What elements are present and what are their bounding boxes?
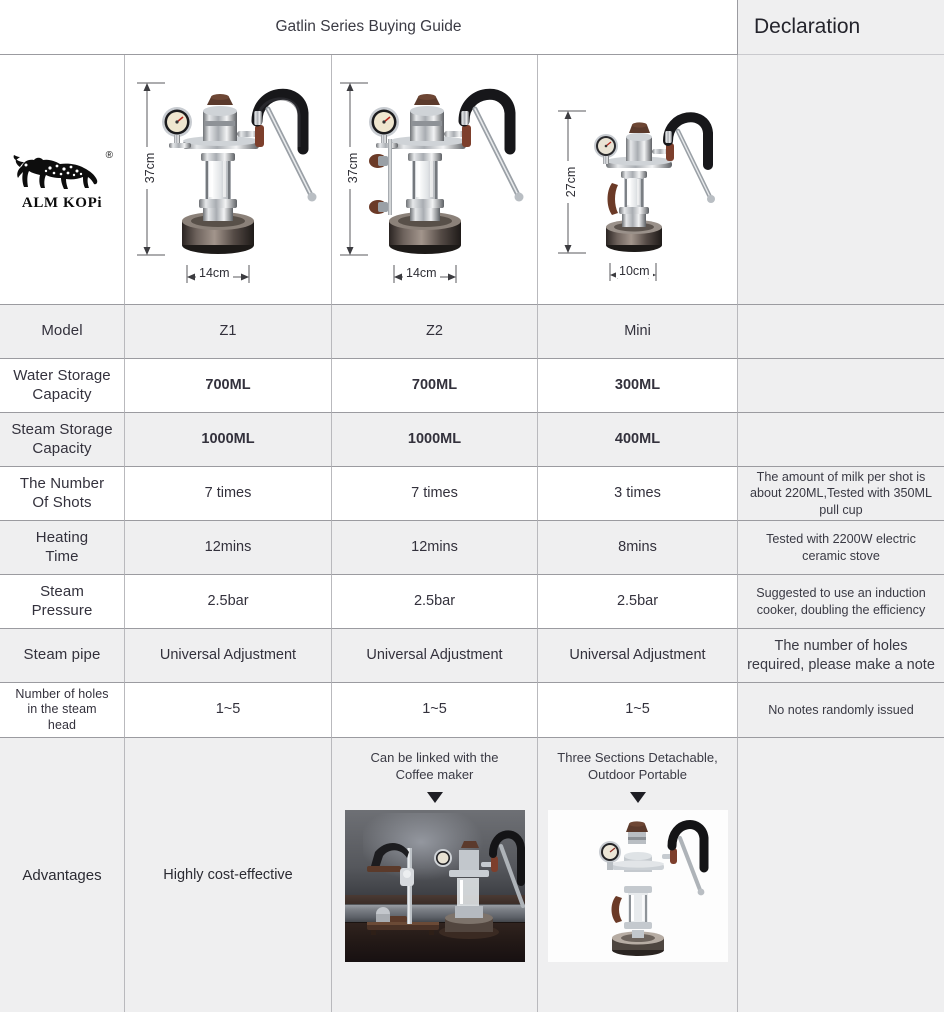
cell-declaration: Tested with 2200W electric ceramic stove — [738, 521, 944, 575]
cell-z1: 2.5bar — [125, 575, 332, 629]
cell-mini: 8mins — [538, 521, 738, 575]
brand-logo-cell — [0, 55, 125, 305]
spec-table — [0, 305, 944, 738]
cell-mini: 300ML — [538, 359, 738, 413]
cell-z2: 12mins — [332, 521, 538, 575]
trademark-symbol: ® — [105, 149, 113, 161]
declaration-image-cell — [738, 55, 944, 305]
table-row — [0, 413, 944, 467]
cell-mini: Mini — [538, 305, 738, 359]
page-title: Gatlin Series Buying Guide — [0, 0, 738, 55]
cell-z1: 12mins — [125, 521, 332, 575]
table-row — [0, 305, 944, 359]
table-row — [0, 629, 944, 683]
declaration-column-title: Declaration — [738, 0, 944, 55]
cell-declaration: The amount of milk per shot is about 220ML,Tested with 350ML pull cup — [738, 467, 944, 521]
dimension-height-mini: 27cm — [562, 161, 580, 203]
row-label: Steam Storage Capacity — [0, 413, 125, 467]
cell-mini: 3 times — [538, 467, 738, 521]
coffee-maker-pairing-photo — [345, 810, 525, 962]
row-label: The Number Of Shots — [0, 467, 125, 521]
cell-mini: 400ML — [538, 413, 738, 467]
brand-name: ALM KOPi — [21, 194, 103, 211]
table-row — [0, 683, 944, 738]
advantages-z1: Highly cost-effective — [125, 738, 332, 1012]
triangle-down-icon — [427, 792, 443, 803]
product-image-z1 — [125, 55, 332, 305]
advantages-declaration — [738, 738, 944, 1012]
row-label: Heating Time — [0, 521, 125, 575]
leopard-logo-icon — [10, 148, 114, 194]
table-row — [0, 467, 944, 521]
advantages-z2 — [332, 738, 538, 1012]
cell-z1: 700ML — [125, 359, 332, 413]
product-image-row — [0, 55, 944, 305]
exploded-three-sections-photo — [548, 810, 728, 962]
cell-declaration — [738, 359, 944, 413]
cell-declaration: The number of holes required, please make a note — [738, 629, 944, 683]
row-label: Steam pipe — [0, 629, 125, 683]
cell-z2: Universal Adjustment — [332, 629, 538, 683]
cell-z2: 2.5bar — [332, 575, 538, 629]
cell-z1: Universal Adjustment — [125, 629, 332, 683]
cell-z1: 7 times — [125, 467, 332, 521]
cell-declaration — [738, 413, 944, 467]
advantages-z2-caption: Can be linked with the Coffee maker — [370, 750, 499, 782]
cell-z2: Z2 — [332, 305, 538, 359]
table-row — [0, 575, 944, 629]
cell-z1: 1000ML — [125, 413, 332, 467]
advantages-row — [0, 738, 944, 1012]
cell-z1: Z1 — [125, 305, 332, 359]
row-label: Number of holes in the steam head — [0, 683, 125, 738]
row-label: Water Storage Capacity — [0, 359, 125, 413]
row-label: Model — [0, 305, 125, 359]
cell-declaration — [738, 305, 944, 359]
cell-declaration: Suggested to use an induction cooker, doubling the efficiency — [738, 575, 944, 629]
cell-z2: 1~5 — [332, 683, 538, 738]
cell-mini: 1~5 — [538, 683, 738, 738]
row-label: Steam Pressure — [0, 575, 125, 629]
cell-mini: Universal Adjustment — [538, 629, 738, 683]
dimension-width-z2: 14cm — [403, 266, 440, 280]
cell-z2: 1000ML — [332, 413, 538, 467]
dimension-height-z1: 37cm — [141, 147, 159, 189]
dimension-width-z1: 14cm — [196, 266, 233, 280]
cell-z2: 7 times — [332, 467, 538, 521]
table-row — [0, 521, 944, 575]
product-image-mini — [538, 55, 738, 305]
dimension-height-z2: 37cm — [344, 147, 362, 189]
page-header — [0, 0, 944, 55]
cell-z2: 700ML — [332, 359, 538, 413]
cell-z1: 1~5 — [125, 683, 332, 738]
table-row — [0, 359, 944, 413]
product-image-z2 — [332, 55, 538, 305]
dimension-width-mini: 10cm — [616, 264, 653, 278]
advantages-mini — [538, 738, 738, 1012]
triangle-down-icon-mini — [630, 792, 646, 803]
cell-mini: 2.5bar — [538, 575, 738, 629]
cell-declaration: No notes randomly issued — [738, 683, 944, 738]
advantages-mini-caption: Three Sections Detachable, Outdoor Portable — [557, 750, 718, 782]
advantages-label: Advantages — [0, 738, 125, 1012]
